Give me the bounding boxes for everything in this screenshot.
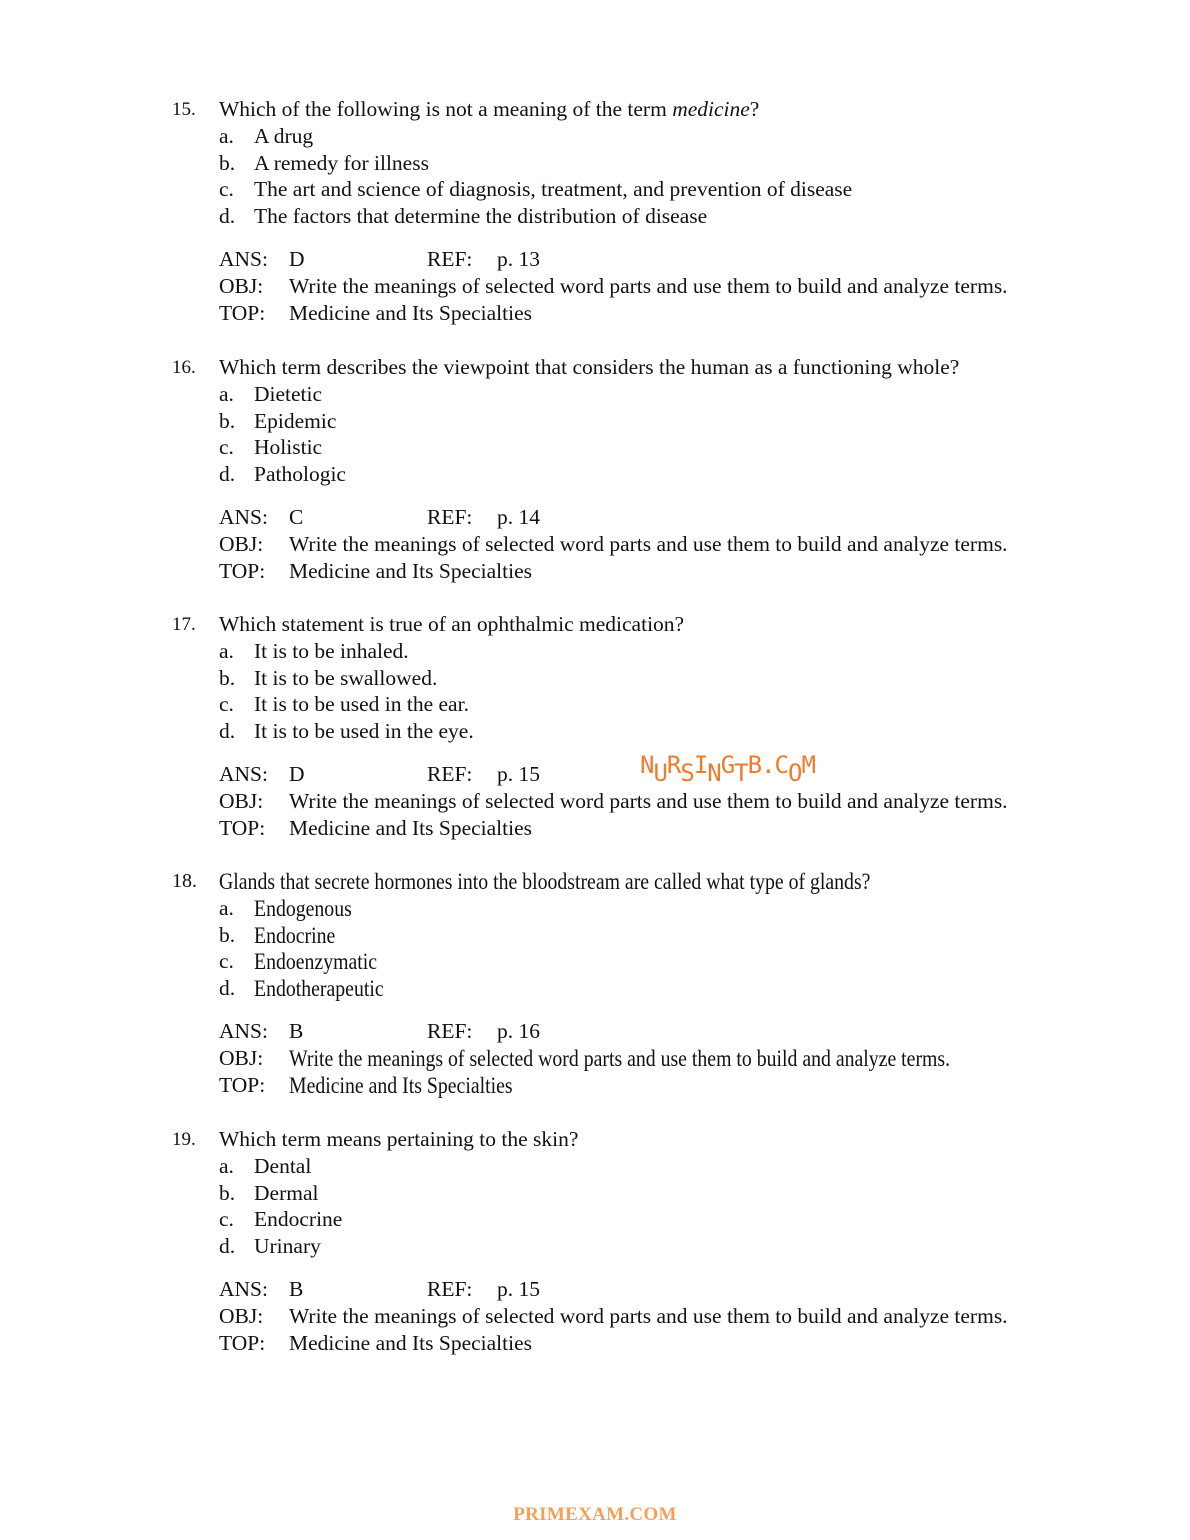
option-b (0, 408, 1190, 435)
question-text: Glands that secrete hormones into the bloodstream are called what type of glands? (219, 869, 871, 894)
answer-value: C (289, 505, 304, 529)
objective-value: Write the meanings of selected word parts and use them to build and analyze terms. (289, 532, 1008, 556)
watermark-char: N (707, 759, 721, 787)
topic-label: TOP: (219, 816, 266, 840)
option-text: A remedy for illness (254, 151, 429, 175)
option-text: It is to be swallowed. (254, 666, 438, 690)
question-stem (0, 96, 1190, 123)
question-text: Which statement is true of an ophthalmic medication? (219, 612, 685, 636)
objective-label: OBJ: (219, 1046, 264, 1070)
option-b (0, 150, 1190, 177)
option-b (0, 665, 1190, 692)
footer-brand: PRIMEXAM.COM (513, 1504, 677, 1525)
objective-row (0, 1303, 1190, 1330)
watermark-char: C (774, 751, 788, 779)
watermark (640, 752, 815, 792)
option-text: Endocrine (254, 1207, 343, 1231)
option-text-wrap (254, 975, 405, 1003)
option-c (0, 176, 1190, 203)
option-d (0, 718, 1190, 745)
reference-value: p. 16 (497, 1019, 540, 1043)
option-a (0, 895, 1190, 922)
option-c (0, 434, 1190, 461)
question-text-emphasis: medicine (672, 97, 750, 121)
option-text: It is to be inhaled. (254, 639, 409, 663)
question-stem (0, 611, 1190, 638)
option-text-wrap (254, 895, 368, 923)
option-letter: a. (219, 382, 234, 406)
watermark-char: R (666, 751, 681, 779)
option-letter: a. (219, 1154, 234, 1178)
option-letter: d. (219, 719, 236, 743)
option-letter: a. (219, 896, 234, 920)
option-letter: c. (219, 1207, 234, 1231)
option-c (0, 691, 1190, 718)
answer-label: ANS: (219, 505, 268, 529)
option-letter: c. (219, 435, 234, 459)
objective-row (0, 531, 1190, 558)
answer-row (0, 1018, 1190, 1045)
reference-label: REF: (427, 762, 473, 786)
option-letter: d. (219, 1234, 236, 1258)
question-number: 16. (172, 357, 196, 378)
objective-value-wrap (289, 1045, 1058, 1073)
topic-row (0, 1072, 1190, 1099)
objective-value: Write the meanings of selected word parts and use them to build and analyze terms. (289, 274, 1008, 298)
option-d (0, 1233, 1190, 1260)
watermark-char: N (640, 751, 654, 779)
topic-value: Medicine and Its Specialties (289, 1073, 513, 1098)
watermark-char: S (680, 759, 694, 787)
option-text: A drug (254, 124, 314, 148)
question-number: 19. (172, 1129, 196, 1150)
option-text: Dental (254, 1154, 312, 1178)
option-letter: a. (219, 124, 234, 148)
reference-label: REF: (427, 505, 473, 529)
option-text: Dermal (254, 1181, 319, 1205)
option-letter: b. (219, 923, 236, 947)
option-text: Dietetic (254, 382, 323, 406)
topic-label: TOP: (219, 301, 266, 325)
option-a (0, 638, 1190, 665)
option-text: It is to be used in the ear. (254, 692, 469, 716)
topic-row (0, 558, 1190, 585)
topic-value: Medicine and Its Specialties (289, 1331, 532, 1355)
option-text: It is to be used in the eye. (254, 719, 474, 743)
topic-label: TOP: (219, 1073, 266, 1097)
answer-row (0, 761, 1190, 788)
option-letter: c. (219, 949, 234, 973)
objective-label: OBJ: (219, 274, 264, 298)
answer-label: ANS: (219, 247, 268, 271)
option-a (0, 123, 1190, 150)
option-letter: d. (219, 204, 236, 228)
option-letter: b. (219, 409, 236, 433)
question-stem (0, 868, 1190, 895)
topic-value: Medicine and Its Specialties (289, 816, 532, 840)
topic-value: Medicine and Its Specialties (289, 559, 532, 583)
watermark-char: . (761, 751, 775, 779)
option-text: Epidemic (254, 409, 337, 433)
option-letter: d. (219, 462, 236, 486)
reference-value: p. 15 (497, 762, 540, 786)
answer-label: ANS: (219, 1277, 268, 1301)
objective-label: OBJ: (219, 532, 264, 556)
option-letter: b. (219, 666, 236, 690)
answer-row (0, 246, 1190, 273)
reference-value: p. 15 (497, 1277, 540, 1301)
question-text: Which term describes the viewpoint that considers the human as a functioning whole? (219, 355, 960, 379)
objective-label: OBJ: (219, 1304, 264, 1328)
option-letter: a. (219, 639, 234, 663)
topic-row (0, 815, 1190, 842)
option-text: Endoenzymatic (254, 949, 378, 974)
option-text: Endogenous (254, 896, 352, 921)
topic-row (0, 300, 1190, 327)
question-number: 18. (172, 870, 197, 892)
watermark-char: M (801, 751, 815, 779)
option-b (0, 922, 1190, 949)
reference-label: REF: (427, 1277, 473, 1301)
option-letter: b. (219, 151, 236, 175)
option-text: The factors that determine the distribution of disease (254, 204, 708, 228)
objective-row (0, 273, 1190, 300)
option-a (0, 1153, 1190, 1180)
watermark-char: O (787, 759, 802, 787)
reference-value: p. 14 (497, 505, 540, 529)
reference-label: REF: (427, 1019, 473, 1043)
watermark-char: B (747, 751, 762, 779)
option-letter: d. (219, 976, 236, 1000)
objective-label: OBJ: (219, 789, 264, 813)
question-stem (0, 1126, 1190, 1153)
option-c (0, 948, 1190, 975)
option-text: The art and science of diagnosis, treatment, and prevention of disease (254, 177, 853, 201)
question-text: Which term means pertaining to the skin? (219, 1127, 579, 1151)
option-d (0, 203, 1190, 230)
option-a (0, 381, 1190, 408)
option-text: Endocrine (254, 923, 336, 948)
answer-row (0, 504, 1190, 531)
question-text (219, 96, 759, 123)
watermark-char: U (653, 759, 667, 787)
option-letter: b. (219, 1181, 236, 1205)
objective-row (0, 788, 1190, 815)
option-text: Urinary (254, 1234, 321, 1258)
objective-row (0, 1045, 1190, 1072)
watermark-char: I (693, 751, 708, 779)
topic-value-wrap (289, 1072, 549, 1100)
answer-value: B (289, 1277, 304, 1301)
answer-value: D (289, 247, 305, 271)
answer-label: ANS: (219, 762, 268, 786)
reference-value: p. 13 (497, 247, 540, 271)
option-text: Endotherapeutic (254, 976, 384, 1001)
option-letter: c. (219, 692, 234, 716)
topic-label: TOP: (219, 559, 266, 583)
topic-value: Medicine and Its Specialties (289, 301, 532, 325)
question-stem (0, 354, 1190, 381)
option-text-wrap (254, 922, 349, 950)
topic-row (0, 1330, 1190, 1357)
option-text-wrap (254, 948, 397, 976)
option-text: Pathologic (254, 462, 346, 486)
question-text-part: Which of the following is not a meaning of the term (219, 97, 673, 121)
answer-value: B (289, 1019, 304, 1043)
option-text: Holistic (254, 435, 323, 459)
answer-value: D (289, 762, 305, 786)
watermark-char: G (720, 751, 735, 779)
objective-value: Write the meanings of selected word parts and use them to build and analyze terms. (289, 1304, 1008, 1328)
answer-row (0, 1276, 1190, 1303)
option-d (0, 975, 1190, 1002)
question-number: 17. (172, 614, 196, 635)
option-c (0, 1206, 1190, 1233)
answer-label: ANS: (219, 1019, 268, 1043)
reference-label: REF: (427, 247, 473, 271)
option-letter: c. (219, 177, 234, 201)
objective-value: Write the meanings of selected word parts and use them to build and analyze terms. (289, 1046, 951, 1071)
watermark-char: T (734, 759, 748, 787)
option-b (0, 1180, 1190, 1207)
question-text-wrap (219, 868, 976, 896)
topic-label: TOP: (219, 1331, 266, 1355)
objective-value: Write the meanings of selected word parts and use them to build and analyze terms. (289, 789, 1008, 813)
question-number: 15. (172, 99, 196, 120)
question-text-part: ? (749, 97, 760, 121)
option-d (0, 461, 1190, 488)
